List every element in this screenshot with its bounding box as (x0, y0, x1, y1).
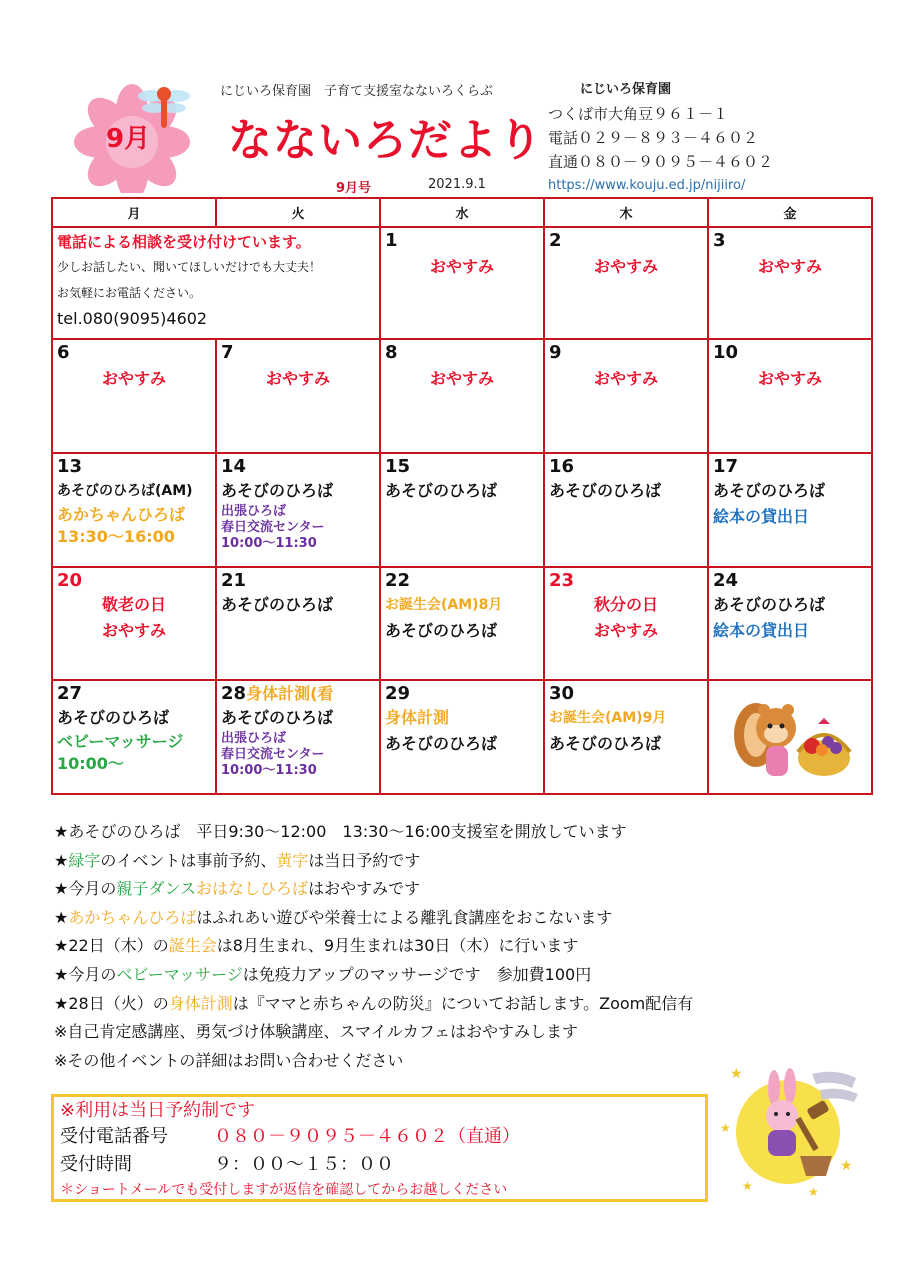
calendar-week-1 (52, 227, 872, 339)
event-time: 10:00～11:30 (221, 763, 317, 778)
bunny-moon-icon (716, 1060, 866, 1200)
event-label: あそびのひろば (221, 708, 334, 727)
day-cell-29 (380, 680, 544, 794)
phone-value: ０８０－９０９５－４６０２（直通） (214, 1126, 520, 1147)
notice-line-2: お気軽にお電話ください。 (57, 286, 202, 300)
note-item: ★あかちゃんひろばはふれあい遊びや栄養士による離乳食講座をおこないます (54, 907, 613, 927)
note-item: ★22日（木）の誕生会は8月生まれ、9月生まれは30日（木）に行います (54, 936, 579, 956)
day-number: 29 (385, 683, 411, 704)
closed-label: おやすみ (593, 621, 658, 640)
note-item: ★緑字のイベントは事前予約、黄字は当日予約です (54, 850, 421, 870)
event-label: あそびのひろば (385, 734, 498, 753)
svg-text:★: ★ (720, 1121, 731, 1135)
event-label: お誕生会(AM)8月 (385, 597, 503, 613)
svg-text:★: ★ (840, 1158, 853, 1174)
closed-label: おやすみ (101, 621, 166, 640)
weekday-header-row (52, 198, 872, 227)
month-badge: 9月 (106, 124, 151, 154)
weekday-tue: 火 (216, 198, 380, 227)
day-number: 7 (221, 342, 234, 363)
event-time: 13:30～16:00 (57, 527, 175, 546)
note-item: ★28日（火）の身体計測は『ママと赤ちゃんの防災』についてお話します。Zoom配信有 (54, 993, 694, 1013)
day-cell-15 (380, 453, 544, 567)
day-cell-27 (52, 680, 216, 794)
event-label: 絵本の貸出日 (713, 621, 810, 640)
day-number: 24 (713, 570, 739, 591)
event-label: あそびのひろば(AM) (57, 483, 193, 499)
reservation-time-row (60, 1151, 699, 1179)
day-number: 2 (549, 230, 562, 251)
day-cell-3 (708, 227, 872, 339)
day-number: 9 (549, 342, 562, 363)
calendar-week-4 (52, 567, 872, 680)
closed-label: おやすみ (757, 369, 822, 388)
note-item: ※その他イベントの詳細はお問い合わせください (54, 1050, 404, 1070)
event-label: あそびのひろば (713, 481, 826, 500)
event-label: あそびのひろば (549, 734, 662, 753)
note-item: ★あそびのひろば 平日9:30～12:00 13:30～16:00支援室を開放しています (54, 822, 627, 841)
day-cell-2 (544, 227, 708, 339)
calendar-week-2 (52, 339, 872, 453)
day-cell-10 (708, 339, 872, 453)
notice-title: 電話による相談を受け付けています。 (57, 233, 311, 251)
event-label: あそびのひろば (385, 621, 498, 640)
event-label: 絵本の貸出日 (713, 507, 810, 526)
header (0, 0, 924, 200)
reservation-title: ※利用は当日予約制です (60, 1100, 256, 1121)
closed-label: おやすみ (593, 369, 658, 388)
event-label: 身体計測 (385, 708, 450, 727)
event-label: あそびのひろば (713, 595, 826, 614)
holiday-label: 秋分の日 (593, 595, 658, 614)
contact-block (548, 78, 773, 198)
event-label: あそびのひろば (221, 481, 334, 500)
day-number: 20 (57, 570, 83, 591)
day-number: 17 (713, 456, 739, 477)
day-number: 3 (713, 230, 726, 251)
day-cell-24 (708, 567, 872, 680)
day-number: 15 (385, 456, 411, 477)
closed-label: おやすみ (101, 369, 166, 388)
issue-date: 2021.9.1 (428, 177, 486, 192)
day-cell-28 (216, 680, 380, 794)
calendar-week-3 (52, 453, 872, 567)
svg-text:★: ★ (808, 1185, 819, 1199)
day-number: 14 (221, 456, 247, 477)
day-cell-7 (216, 339, 380, 453)
day-number: 27 (57, 683, 83, 704)
weekday-fri: 金 (708, 198, 872, 227)
event-label: あそびのひろば (221, 595, 334, 614)
phone-label: 受付電話番号 (60, 1126, 168, 1147)
day-cell-8 (380, 339, 544, 453)
svg-text:★: ★ (742, 1179, 753, 1193)
time-value: ９：００～１５：００ (214, 1154, 394, 1175)
note-item: ※自己肯定感講座、勇気づけ体験講座、スマイルカフェはおやすみします (54, 1022, 578, 1042)
event-label: あそびのひろば (57, 708, 170, 727)
phone: 電話０２９－８９３－４６０２ (548, 129, 759, 147)
day-cell-21 (216, 567, 380, 680)
event-label: 出張ひろば (221, 504, 287, 519)
day-cell-14 (216, 453, 380, 567)
svg-text:★: ★ (730, 1066, 743, 1082)
day-cell-30 (544, 680, 708, 794)
day-cell-23 (544, 567, 708, 680)
weekday-thu: 木 (544, 198, 708, 227)
event-location: 春日交流センター (221, 520, 325, 535)
day-number: 1 (385, 230, 398, 251)
notice-line-1: 少しお話したい、聞いてほしいだけでも大丈夫！ (57, 260, 322, 274)
website-link[interactable]: https://www.kouju.ed.jp/nijiiro/ (548, 178, 746, 193)
event-label: あかちゃんひろば (57, 505, 186, 524)
day-cell-16 (544, 453, 708, 567)
org-line: にじいろ保育園 子育て支援室なないろくらぶ (220, 84, 494, 99)
closed-label: おやすみ (593, 257, 658, 276)
closed-label: おやすみ (757, 257, 822, 276)
day-number: 23 (549, 570, 575, 591)
day-cell-9 (544, 339, 708, 453)
day-cell-20 (52, 567, 216, 680)
holiday-label: 敬老の日 (101, 595, 166, 614)
day-cell-1 (380, 227, 544, 339)
event-label: あそびのひろば (385, 481, 498, 500)
center-name: にじいろ保育園 (580, 82, 672, 97)
event-label: ベビーマッサージ (57, 732, 184, 751)
squirrel-fruit-basket-icon (726, 690, 854, 790)
day-cell-6 (52, 339, 216, 453)
event-label: あそびのひろば (549, 481, 662, 500)
day-number: 13 (57, 456, 83, 477)
day-number: 8 (385, 342, 398, 363)
day-number: 30 (549, 683, 575, 704)
note-item: ★今月の親子ダンスおはなしひろばはおやすみです (54, 879, 421, 899)
notes-list (54, 818, 693, 1075)
time-label: 受付時間 (60, 1154, 132, 1175)
newsletter-title: なないろだより (228, 115, 543, 166)
weekday-mon: 月 (52, 198, 216, 227)
day-number: 6 (57, 342, 70, 363)
closed-label: おやすみ (429, 257, 494, 276)
direct-phone: 直通０８０－９０９５－４６０２ (548, 153, 774, 171)
event-time: 10:00～11:30 (221, 536, 317, 551)
issue-number: 9月号 (336, 181, 372, 196)
event-label: お誕生会(AM)9月 (549, 710, 667, 726)
event-label: 身体計測(看 (246, 684, 334, 703)
reservation-box (51, 1094, 708, 1202)
day-number: 22 (385, 570, 411, 591)
day-number: 10 (713, 342, 739, 363)
weekday-wed: 水 (380, 198, 544, 227)
closed-label: おやすみ (429, 369, 494, 388)
event-time: 10:00～ (57, 754, 124, 773)
note-item: ★今月のベビーマッサージは免疫力アップのマッサージです 参加費100円 (54, 964, 592, 984)
event-label: 出張ひろば (221, 731, 287, 746)
reservation-phone-row (60, 1123, 699, 1151)
day-cell-13 (52, 453, 216, 567)
day-number: 16 (549, 456, 575, 477)
closed-label: おやすみ (265, 369, 330, 388)
address: つくば市大角豆９６１－１ (548, 105, 729, 123)
event-location: 春日交流センター (221, 747, 325, 762)
day-number: 21 (221, 570, 247, 591)
day-cell-17 (708, 453, 872, 567)
phone-consult-notice (52, 227, 380, 339)
notice-tel: tel.080(9095)4602 (57, 309, 208, 328)
reservation-footnote: ＊ショートメールでも受付しますが返信を確認してからお越しください (60, 1182, 508, 1198)
day-cell-22 (380, 567, 544, 680)
day-number: 28 (221, 683, 247, 704)
